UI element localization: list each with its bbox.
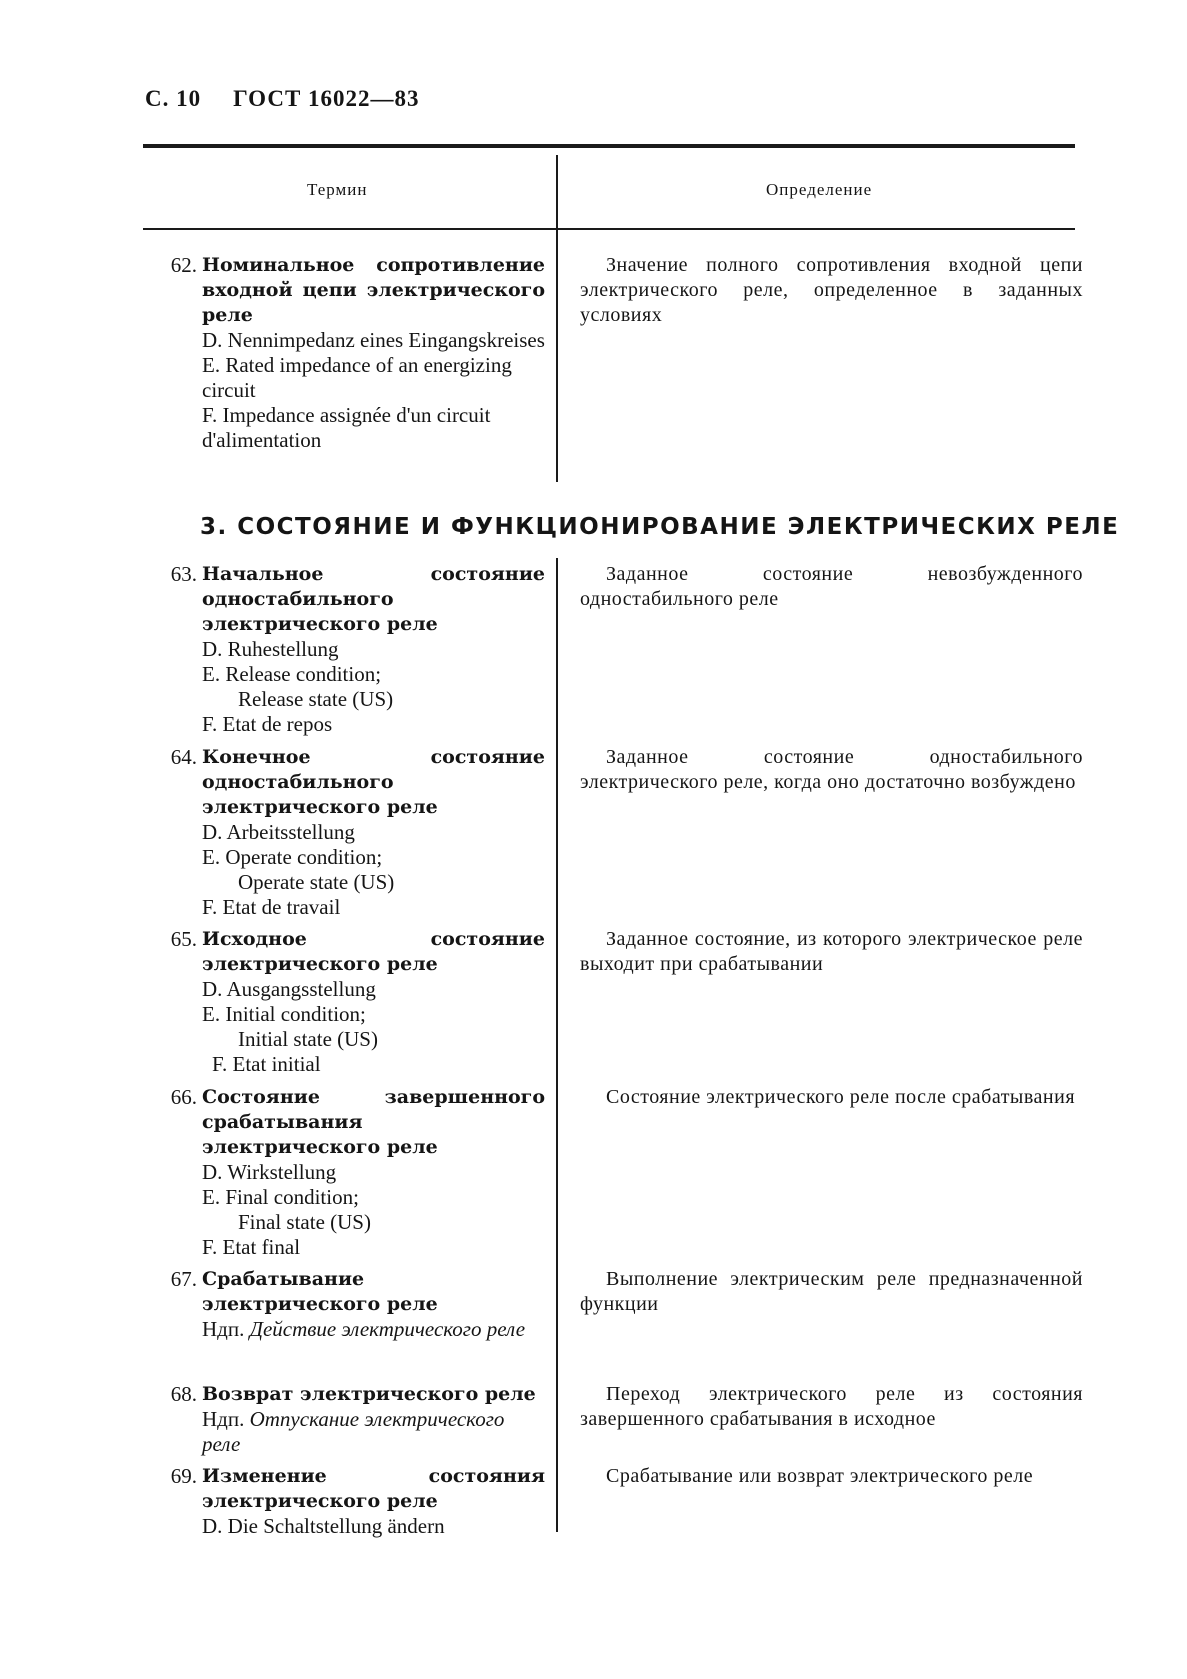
term-translation: D. Die Schaltstellung ändern bbox=[202, 1514, 445, 1538]
term-cell bbox=[155, 745, 545, 920]
term-title: Конечное состояние одностабильного электрического реле bbox=[202, 746, 545, 818]
term-number: 64. bbox=[170, 745, 197, 769]
term-number: 68. bbox=[170, 1382, 197, 1406]
term-translation: E. Operate condition; bbox=[202, 845, 383, 869]
column-header-terms: Термин bbox=[307, 180, 368, 199]
term-title: Исходное состояние электрического реле bbox=[202, 928, 545, 975]
table-header-rule bbox=[143, 228, 1075, 230]
term-cell bbox=[155, 1464, 545, 1539]
deprecated-term-text: Действие электрического реле bbox=[249, 1317, 526, 1341]
term-title: Начальное состояние одностабильного электрического реле bbox=[202, 563, 545, 635]
definition-cell: Срабатывание или возврат электрического реле bbox=[606, 1465, 1034, 1487]
term-translation: D. Nennimpedanz eines Eingangskreises bbox=[202, 328, 545, 352]
term-number: 67. bbox=[170, 1267, 197, 1291]
deprecated-label: Ндп. bbox=[202, 1317, 245, 1341]
term-translation: F. Etat final bbox=[202, 1235, 301, 1259]
term-cell bbox=[155, 927, 545, 1077]
term-translation: Initial state (US) bbox=[238, 1027, 378, 1051]
term-translation: D. Ausgangsstellung bbox=[202, 977, 376, 1001]
term-title: Номинальное сопротивление входной цепи электрического реле bbox=[202, 254, 545, 326]
definition-cell: Переход электрического реле из состояния завершенного срабатывания в исходное bbox=[580, 1383, 1083, 1430]
term-translation: E. Initial condition; bbox=[202, 1002, 366, 1026]
section-heading: 3. СОСТОЯНИЕ И ФУНКЦИОНИРОВАНИЕ ЭЛЕКТРИЧЕСКИХ РЕЛЕ bbox=[200, 514, 1120, 540]
definition-cell: Состояние электрического реле после срабатывания bbox=[606, 1086, 1076, 1108]
term-translation: Final state (US) bbox=[238, 1210, 371, 1234]
term-translation: D. Arbeitsstellung bbox=[202, 820, 355, 844]
term-cell bbox=[155, 1267, 545, 1342]
term-cell bbox=[155, 253, 545, 453]
term-translation: F. Etat initial bbox=[212, 1052, 321, 1076]
standard-number: ГОСТ 16022—83 bbox=[233, 86, 420, 111]
term-translation: F. Etat de repos bbox=[202, 712, 333, 736]
table-top-rule bbox=[143, 144, 1075, 148]
column-divider bbox=[556, 155, 558, 482]
term-translation: F. Etat de travail bbox=[202, 895, 341, 919]
term-translation: D. Wirkstellung bbox=[202, 1160, 337, 1184]
term-translation: D. Ruhestellung bbox=[202, 637, 339, 661]
term-number: 65. bbox=[170, 927, 197, 951]
deprecated-term bbox=[202, 1317, 545, 1342]
term-title: Состояние завершенного срабатывания электрического реле bbox=[202, 1086, 545, 1158]
term-title: Срабатывание электрического реле bbox=[202, 1268, 438, 1315]
page-number: С. 10 bbox=[145, 86, 202, 111]
term-translation: E. Final condition; bbox=[202, 1185, 359, 1209]
definition-cell: Значение полного сопротивления входной цепи электрического реле, определенное в заданных условиях bbox=[580, 254, 1083, 326]
term-translation: Operate state (US) bbox=[238, 870, 395, 894]
deprecated-term bbox=[202, 1407, 545, 1457]
deprecated-term-text: Отпускание электрического реле bbox=[202, 1407, 505, 1456]
definition-cell: Заданное состояние одностабильного электрического реле, когда оно достаточно возбуждено bbox=[580, 746, 1083, 793]
definition-cell: Заданное состояние, из которого электрическое реле выходит при срабатывании bbox=[580, 928, 1083, 975]
term-number: 69. bbox=[170, 1464, 197, 1488]
page-header bbox=[145, 86, 420, 112]
term-title: Изменение состояния электрического реле bbox=[202, 1465, 545, 1512]
definition-cell: Выполнение электрическим реле предназначенной функции bbox=[580, 1268, 1083, 1315]
term-number: 66. bbox=[170, 1085, 197, 1109]
term-title: Возврат электрического реле bbox=[202, 1383, 536, 1405]
term-translation: E. Release condition; bbox=[202, 662, 382, 686]
term-cell bbox=[155, 1085, 545, 1260]
term-cell bbox=[155, 562, 545, 737]
column-header-definition: Определение bbox=[766, 180, 873, 199]
term-number: 63. bbox=[170, 562, 197, 586]
deprecated-label: Ндп. bbox=[202, 1407, 245, 1431]
term-translation: F. Impedance assignée d'un circuit d'alimentation bbox=[202, 403, 491, 452]
term-cell bbox=[155, 1382, 545, 1457]
term-number: 62. bbox=[170, 253, 197, 277]
column-divider bbox=[556, 558, 558, 1532]
definition-cell: Заданное состояние невозбужденного одностабильного реле bbox=[580, 563, 1083, 610]
term-translation: E. Rated impedance of an energizing circuit bbox=[202, 353, 512, 402]
term-translation: Release state (US) bbox=[238, 687, 394, 711]
